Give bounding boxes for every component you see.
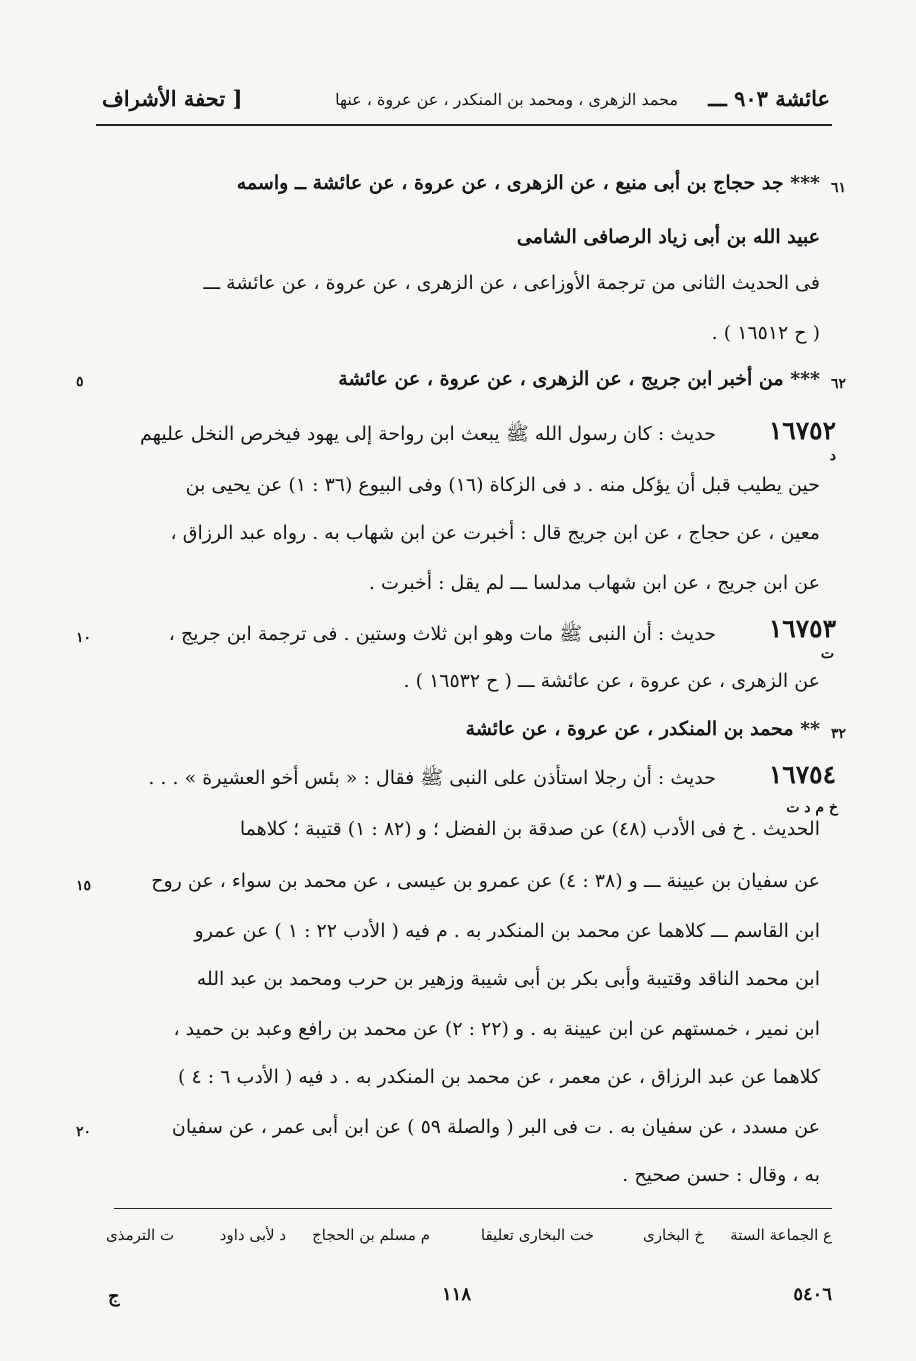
footnote-rule — [114, 1208, 832, 1209]
hadith-16752-line-3: معين ، عن حجاج ، عن ابن جريج قال : أخبرت عن ابن شهاب به . رواه عبد الرزاق ، — [170, 522, 820, 544]
legend-item-tirmidhi: ت الترمذى — [106, 1226, 175, 1244]
hadith-number-16754: ١٦٧٥٤ — [768, 760, 836, 789]
line-counter-20: ٢٠ — [76, 1124, 92, 1140]
entry-61-ref: ( ح ١٦٥١٢ ) . — [711, 322, 820, 344]
hadith-16754-line-8: عن مسدد ، عن سفيان به . ت فى البر ( والصلة ٥٩ ) عن ابن أبى عمر ، عن سفيان — [171, 1116, 820, 1138]
legend-item-jamaa: ع الجماعة الستة — [730, 1226, 832, 1244]
running-header-title-right: عائشة ٩٠٣ ـــ — [708, 86, 830, 111]
entry-number-61: ٦١ — [830, 180, 846, 196]
hadith-16754-line-4: ابن القاسم ـــ كلاهما عن محمد بن المنكدر به . م فيه ( الأدب ٢٢ : ١ ) عن عمرو — [194, 920, 820, 942]
hadith-16754-line-7: كلاهما عن عبد الرزاق ، عن معمر ، عن محمد بن المنكدر به . د فيه ( الأدب ٦ : ٤ ) — [178, 1066, 820, 1088]
legend-item-bukhari-taliq: خت البخارى تعليقا — [480, 1226, 594, 1244]
entry-61-heading-cont: عبيد الله بن أبى زياد الرصافى الشامى — [516, 226, 820, 248]
page-number: ١١٨ — [442, 1284, 472, 1305]
header-rule — [96, 124, 832, 126]
hadith-16752-line-4: عن ابن جريج ، عن ابن شهاب مدلسا ـــ لم يقل : أخبرت . — [368, 572, 820, 594]
hadith-16754-line-5: ابن محمد الناقد وقتيبة وأبى بكر بن أبى شيبة وزهير بن حرب ومحمد بن عبد الله — [196, 968, 820, 990]
hadith-index-number: ٥٤٠٦ — [793, 1284, 832, 1305]
entry-61-heading: *** جد حجاج بن أبى منيع ، عن الزهرى ، عن عروة ، عن عائشة ــ واسمه — [236, 172, 820, 194]
hadith-16752-line-1: حديث : كان رسول الله ﷺ يبعث ابن رواحة إلى يهود فيخرص النخل عليهم — [140, 423, 716, 445]
hadith-number-16753: ١٦٧٥٣ — [768, 614, 836, 643]
hadith-16752-sigla: د — [829, 448, 836, 464]
hadith-16753-line-1: حديث : أن النبى ﷺ مات وهو ابن ثلاث وستين . فى ترجمة ابن جريج ، — [168, 623, 716, 645]
running-header-isnad: محمد الزهرى ، ومحمد بن المنكدر ، عن عروة ، عنها — [335, 90, 678, 109]
hadith-16754-sigla: خ م د ت — [786, 800, 838, 816]
legend-item-bukhari: خ البخارى — [643, 1226, 704, 1244]
line-counter-5: ٥ — [76, 374, 84, 390]
hadith-number-16752: ١٦٧٥٢ — [768, 416, 836, 445]
footer-volume-letter: ج — [108, 1286, 120, 1307]
entry-number-32: ٣٢ — [830, 726, 846, 742]
entry-61-text: فى الحديث الثانى من ترجمة الأوزاعى ، عن الزهرى ، عن عروة ، عن عائشة ـــ — [203, 272, 820, 294]
hadith-16754-line-9: به ، وقال : حسن صحيح . — [622, 1164, 820, 1186]
hadith-16753-sigla: ت — [820, 646, 834, 662]
hadith-16754-line-2: الحديث . خ فى الأدب (٤٨) عن صدقة بن الفضل ؛ و (٨٢ : ١) قتيبة ؛ كلاهما — [239, 818, 820, 840]
line-counter-15: ١٥ — [76, 878, 92, 894]
entry-32-heading: ** محمد بن المنكدر ، عن عروة ، عن عائشة — [465, 718, 820, 740]
hadith-16753-line-2: عن الزهرى ، عن عروة ، عن عائشة ـــ ( ح ١٦٥٣٢ ) . — [403, 670, 820, 692]
entry-number-62: ٦٢ — [830, 376, 846, 392]
hadith-16754-line-6: ابن نمير ، خمستهم عن ابن عيينة به . و (٢٢ : ٢) عن محمد بن رافع وعبد بن حميد ، — [173, 1018, 820, 1040]
running-header-book-title: [ تحفة الأشراف — [102, 86, 243, 111]
hadith-16752-line-2: حين يطيب قبل أن يؤكل منه . د فى الزكاة (١٦) وفى البيوع (٣٦ : ١) عن يحيى بن — [185, 474, 820, 496]
entry-62-heading: *** من أخبر ابن جريج ، عن الزهرى ، عن عروة ، عن عائشة — [338, 368, 820, 390]
line-counter-10: ١٠ — [76, 630, 92, 646]
legend-item-abu-dawud: د لأبى داود — [219, 1226, 286, 1244]
legend-item-muslim: م مسلم بن الحجاج — [312, 1226, 430, 1244]
hadith-16754-line-3: عن سفيان بن عيينة ـــ و (٣٨ : ٤) عن عمرو بن عيسى ، عن محمد بن سواء ، عن روح — [151, 870, 820, 892]
hadith-16754-line-1: حديث : أن رجلا استأذن على النبى ﷺ فقال : « بئس أخو العشيرة » . . . — [148, 767, 716, 789]
